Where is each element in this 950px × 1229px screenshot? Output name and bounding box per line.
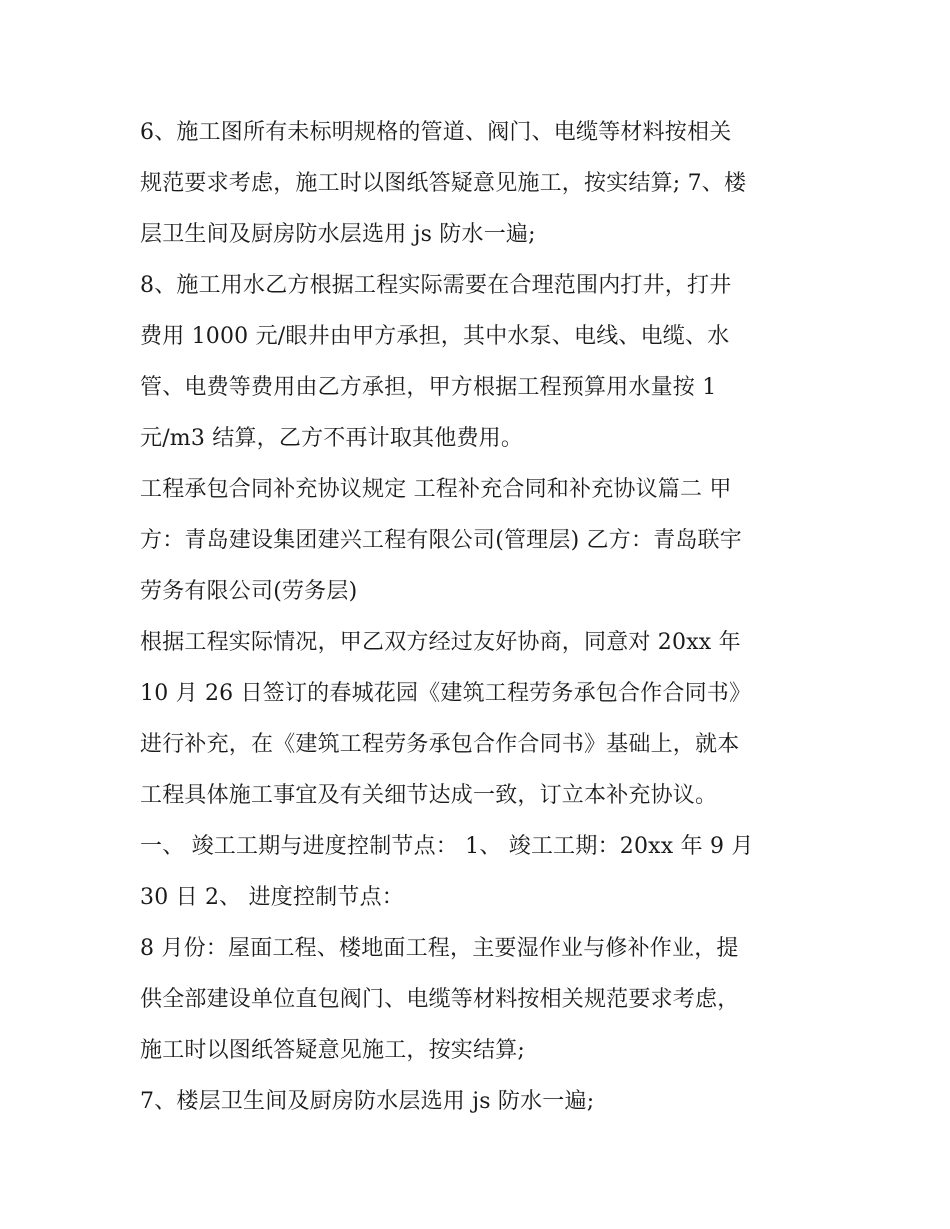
text-line: 8、施工用水乙方根据工程实际需要在合理范围内打井，打井 [140,273,732,298]
text-line: 一、 竣工工期与进度控制节点： 1、 竣工工期：20xx 年 9 月 [140,834,754,859]
document-body [140,107,820,1127]
text-line: 层卫生间及厨房防水层选用 js 防水一遍; [140,222,536,247]
text-line: 根据工程实际情况，甲乙双方经过友好协商，同意对 20xx 年 [140,630,741,655]
text-line: 工程承包合同补充协议规定 工程补充合同和补充协议篇二 甲 [140,477,732,502]
text-line: 10 月 26 日签订的春城花园《建筑工程劳务承包合作合同书》 [140,681,752,706]
text-line: 规范要求考虑，施工时以图纸答疑意见施工，按实结算; 7、楼 [140,171,747,196]
text-line: 施工时以图纸答疑意见施工，按实结算; [140,1038,526,1063]
text-line: 方：青岛建设集团建兴工程有限公司(管理层) 乙方：青岛联宇 [140,528,742,553]
text-line: 费用 1000 元/眼井由甲方承担，其中水泵、电线、电缆、水 [140,324,730,349]
text-line: 元/m3 结算，乙方不再计取其他费用。 [140,426,524,451]
text-line: 工程具体施工事宜及有关细节达成一致，订立本补充协议。 [140,783,718,808]
text-line: 6、施工图所有未标明规格的管道、阀门、电缆等材料按相关 [140,120,732,145]
text-line: 管、电费等费用由乙方承担，甲方根据工程预算用水量按 1 [140,375,717,400]
text-line: 30 日 2、 进度控制节点： [140,885,404,910]
text-line: 劳务有限公司(劳务层) [140,579,358,604]
text-line: 7、楼层卫生间及厨房防水层选用 js 防水一遍; [140,1089,595,1114]
text-line: 8 月份：屋面工程、楼地面工程，主要湿作业与修补作业，提 [140,936,739,961]
text-line: 供全部建设单位直包阀门、电缆等材料按相关规范要求考虑， [140,987,740,1012]
text-line: 进行补充，在《建筑工程劳务承包合作合同书》基础上，就本 [140,732,740,757]
